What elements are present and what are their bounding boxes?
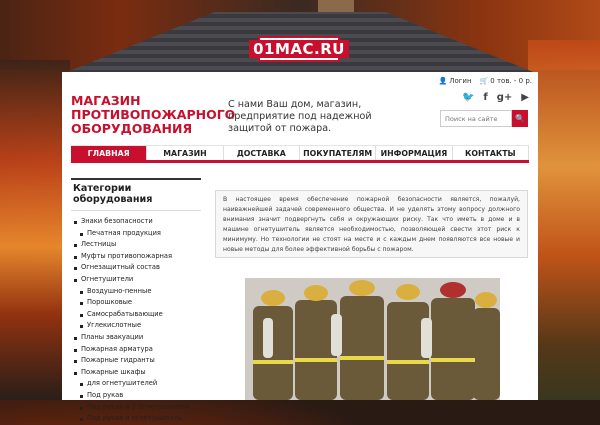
category-subitem[interactable]: для огнетушителей <box>71 378 201 390</box>
user-icon: 👤 <box>438 77 448 85</box>
facebook-icon[interactable]: f <box>483 92 488 103</box>
intro-text: В настоящее время обеспечение пожарной безопасности является, пожалуй, наиважнейшей задачей современного общества. И не уделять этому вопросу должного внимания значит подвергнуть себя и окружающих риску. Так что иметь в доме и в машине огнетушитель является необходимостью, позволяющей свести этот риск к минимуму. Но технологии не стоят на месте и с каждым днем появляются все новые и новые методы для более эффективной борьбы с пожаром. <box>215 190 528 258</box>
category-subitem[interactable]: Углекислотные <box>71 320 201 332</box>
category-item[interactable]: Пожарные гидранты <box>71 355 201 367</box>
category-item[interactable]: Муфты противопожарная <box>71 251 201 263</box>
site-logo[interactable] <box>253 36 345 62</box>
slogan: С нами Ваш дом, магазин, предприятие под надежной защитой от пожара. <box>228 99 372 134</box>
search-box <box>440 110 528 127</box>
background-fire-left <box>0 60 70 400</box>
firefighters-photo <box>245 278 500 400</box>
cart-icon: 🛒 <box>479 77 489 85</box>
category-subitem[interactable]: Под рукав <box>71 390 201 402</box>
nav-customers[interactable]: ПОКУПАТЕЛЯМ <box>300 145 376 160</box>
search-icon: 🔍 <box>515 114 525 123</box>
firefighters-illustration <box>245 278 500 400</box>
user-bar <box>438 77 532 85</box>
nav-home[interactable]: ГЛАВНАЯ <box>71 145 147 160</box>
page-container <box>62 72 538 423</box>
cart-link[interactable] <box>480 77 532 85</box>
login-link[interactable] <box>438 77 471 85</box>
nav-delivery[interactable]: ДОСТАВКА <box>224 145 300 160</box>
category-item[interactable]: Огнетушители <box>71 274 201 286</box>
twitter-icon[interactable]: 🐦 <box>461 92 475 103</box>
search-button[interactable] <box>512 110 528 127</box>
category-item[interactable]: Огнезащитный состав <box>71 262 201 274</box>
main-nav <box>71 145 529 163</box>
logo-text: 01МАС.RU <box>249 40 349 58</box>
youtube-icon[interactable]: ▶ <box>521 92 529 103</box>
category-subitem[interactable]: Порошковые <box>71 297 201 309</box>
category-item[interactable]: Пожарная арматура <box>71 344 201 356</box>
category-subitem[interactable]: Под рукав и 2 огнетушителя <box>71 402 201 414</box>
category-sidebar <box>71 178 201 425</box>
nav-info[interactable]: ИНФОРМАЦИЯ <box>376 145 452 160</box>
google-plus-icon[interactable]: g+ <box>496 92 513 103</box>
search-input[interactable] <box>440 110 512 127</box>
category-subitem[interactable]: Под рукав и огнетушитель <box>71 413 201 425</box>
sidebar-title: Категории оборудования <box>71 178 201 211</box>
nav-shop[interactable]: МАГАЗИН <box>147 145 223 160</box>
login-label: Логин <box>449 77 472 85</box>
category-list <box>71 216 201 425</box>
background-fire-right <box>528 40 600 400</box>
cart-label: 0 тов. - 0 р. <box>490 77 532 85</box>
category-subitem[interactable]: Самосрабатывающие <box>71 309 201 321</box>
category-item[interactable]: Лестницы <box>71 239 201 251</box>
category-subitem[interactable]: Печатная продукция <box>71 228 201 240</box>
category-subitem[interactable]: Воздушно-пенные <box>71 286 201 298</box>
category-item[interactable]: Планы эвакуации <box>71 332 201 344</box>
category-item[interactable]: Знаки безопасности <box>71 216 201 228</box>
category-item[interactable]: Пожарные шкафы <box>71 367 201 379</box>
social-links <box>462 92 529 103</box>
brand-title[interactable]: МАГАЗИН ПРОТИВОПОЖАРНОГО ОБОРУДОВАНИЯ <box>71 93 236 136</box>
nav-contacts[interactable]: КОНТАКТЫ <box>453 145 529 160</box>
